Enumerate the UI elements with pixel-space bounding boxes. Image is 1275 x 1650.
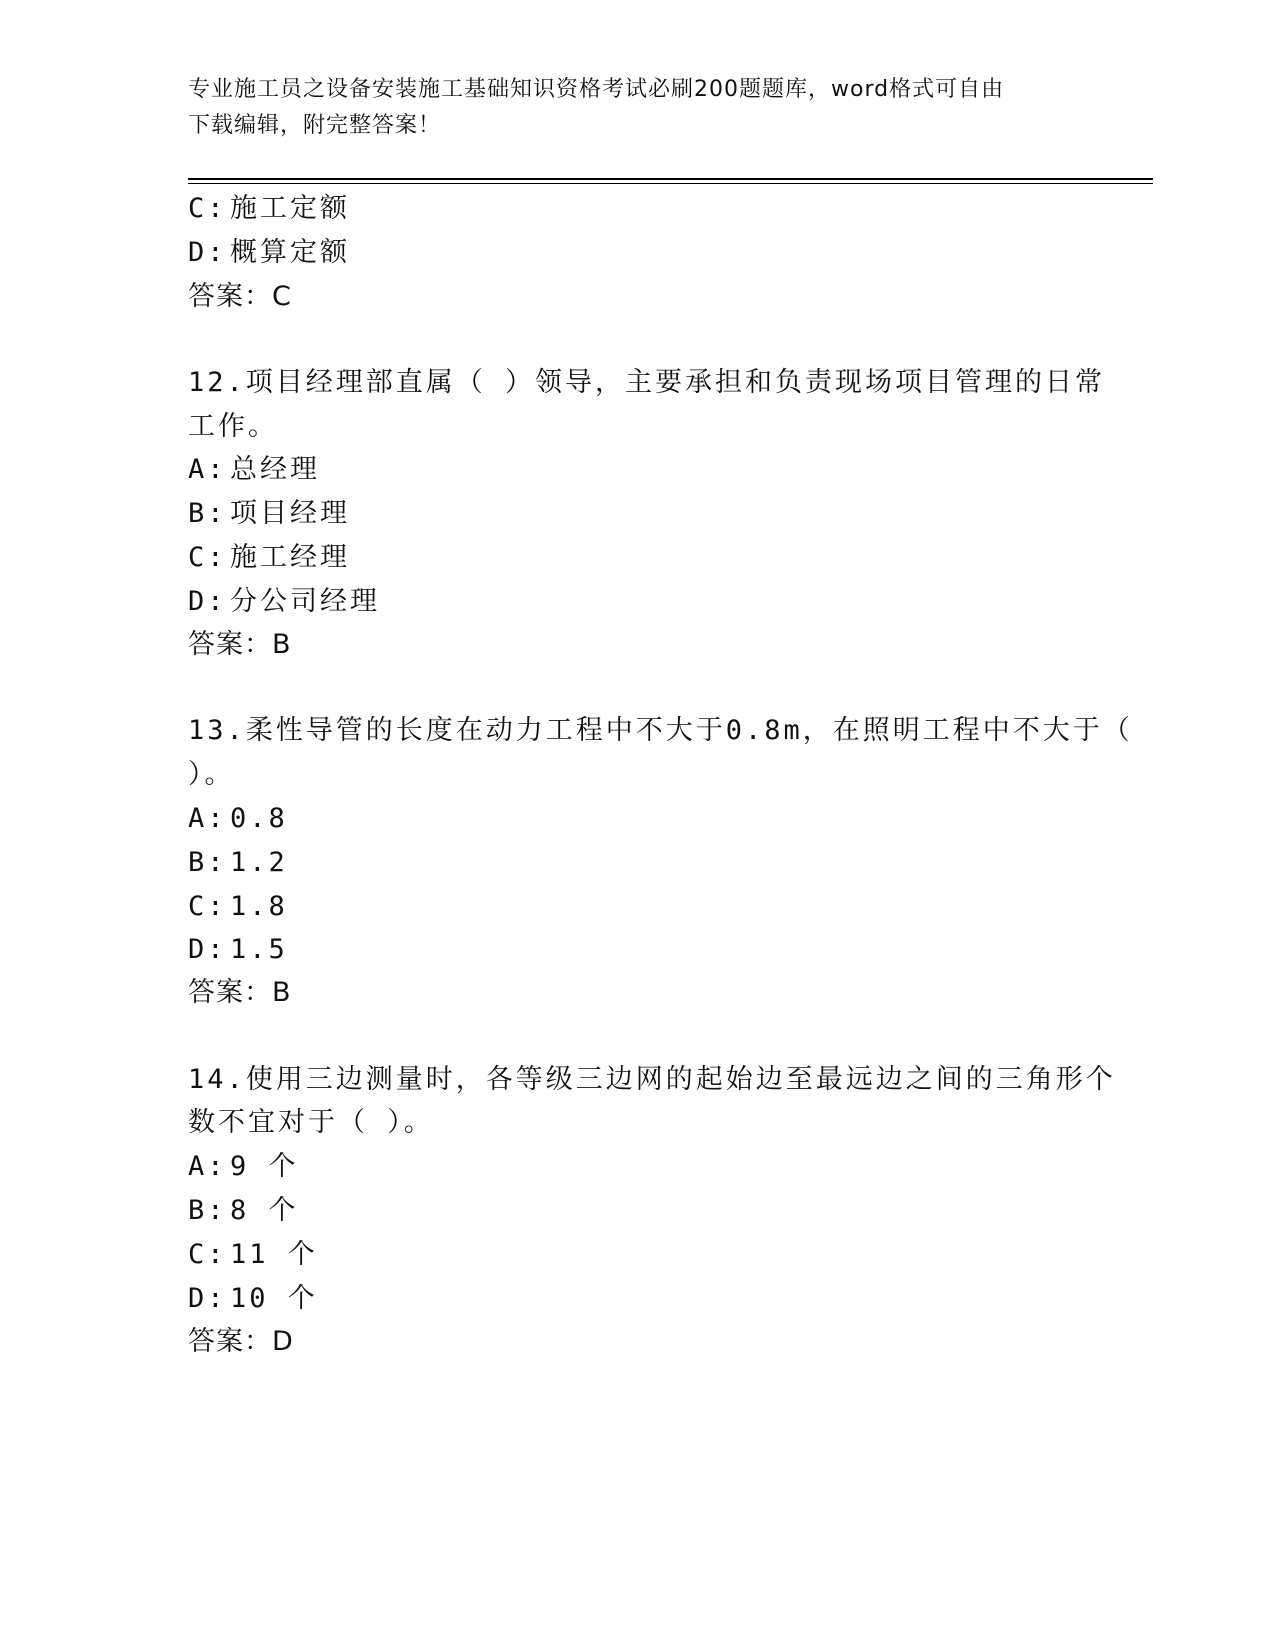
document-header xyxy=(188,72,1068,144)
question-12-stem-line-2: 工作。 xyxy=(188,411,278,442)
question-13-option-a: A: 0.8 xyxy=(188,803,288,834)
question-13-answer: 答案：B xyxy=(188,977,292,1008)
question-13-option-d: D: 1.5 xyxy=(188,934,288,965)
question-14-answer: 答案：D xyxy=(188,1326,294,1357)
question-12-option-a: A: 总经理 xyxy=(188,454,320,485)
header-rule-thin xyxy=(188,183,1153,184)
question-14-option-a: A: 9 个 xyxy=(188,1151,299,1182)
question-12-stem-line-1: 12.项目经理部直属（ ）领导，主要承担和负责现场项目管理的日常 xyxy=(188,367,1106,398)
question-14-stem-line-1: 14.使用三边测量时，各等级三边网的起始边至最远边之间的三角形个 xyxy=(188,1064,1116,1095)
question-14-option-d: D: 10 个 xyxy=(188,1283,318,1314)
question-14-stem-line-2: 数不宜对于（ ）。 xyxy=(188,1107,434,1138)
question-14-option-b: B: 8 个 xyxy=(188,1195,299,1226)
question-12-answer: 答案：B xyxy=(188,629,292,660)
option-d: D: 概算定额 xyxy=(188,237,350,268)
header-rule-thick xyxy=(188,178,1153,180)
question-13-stem-line-2: ）。 xyxy=(188,759,235,790)
answer-line: 答案：C xyxy=(188,281,292,312)
header-line-2: 下载编辑，附完整答案！ xyxy=(188,113,442,138)
option-c: C: 施工定额 xyxy=(188,193,350,224)
question-12-option-c: C: 施工经理 xyxy=(188,542,350,573)
question-12-option-d: D: 分公司经理 xyxy=(188,586,380,617)
question-14-option-c: C: 11 个 xyxy=(188,1239,318,1270)
question-13-stem-line-1: 13.柔性导管的长度在动力工程中不大于0.8m，在照明工程中不大于（ xyxy=(188,715,1133,746)
question-13-option-b: B: 1.2 xyxy=(188,847,288,878)
question-12-option-b: B: 项目经理 xyxy=(188,498,350,529)
question-13-option-c: C: 1.8 xyxy=(188,891,288,922)
header-line-1: 专业施工员之设备安装施工基础知识资格考试必刷200题题库，word格式可自由 xyxy=(188,77,1005,102)
